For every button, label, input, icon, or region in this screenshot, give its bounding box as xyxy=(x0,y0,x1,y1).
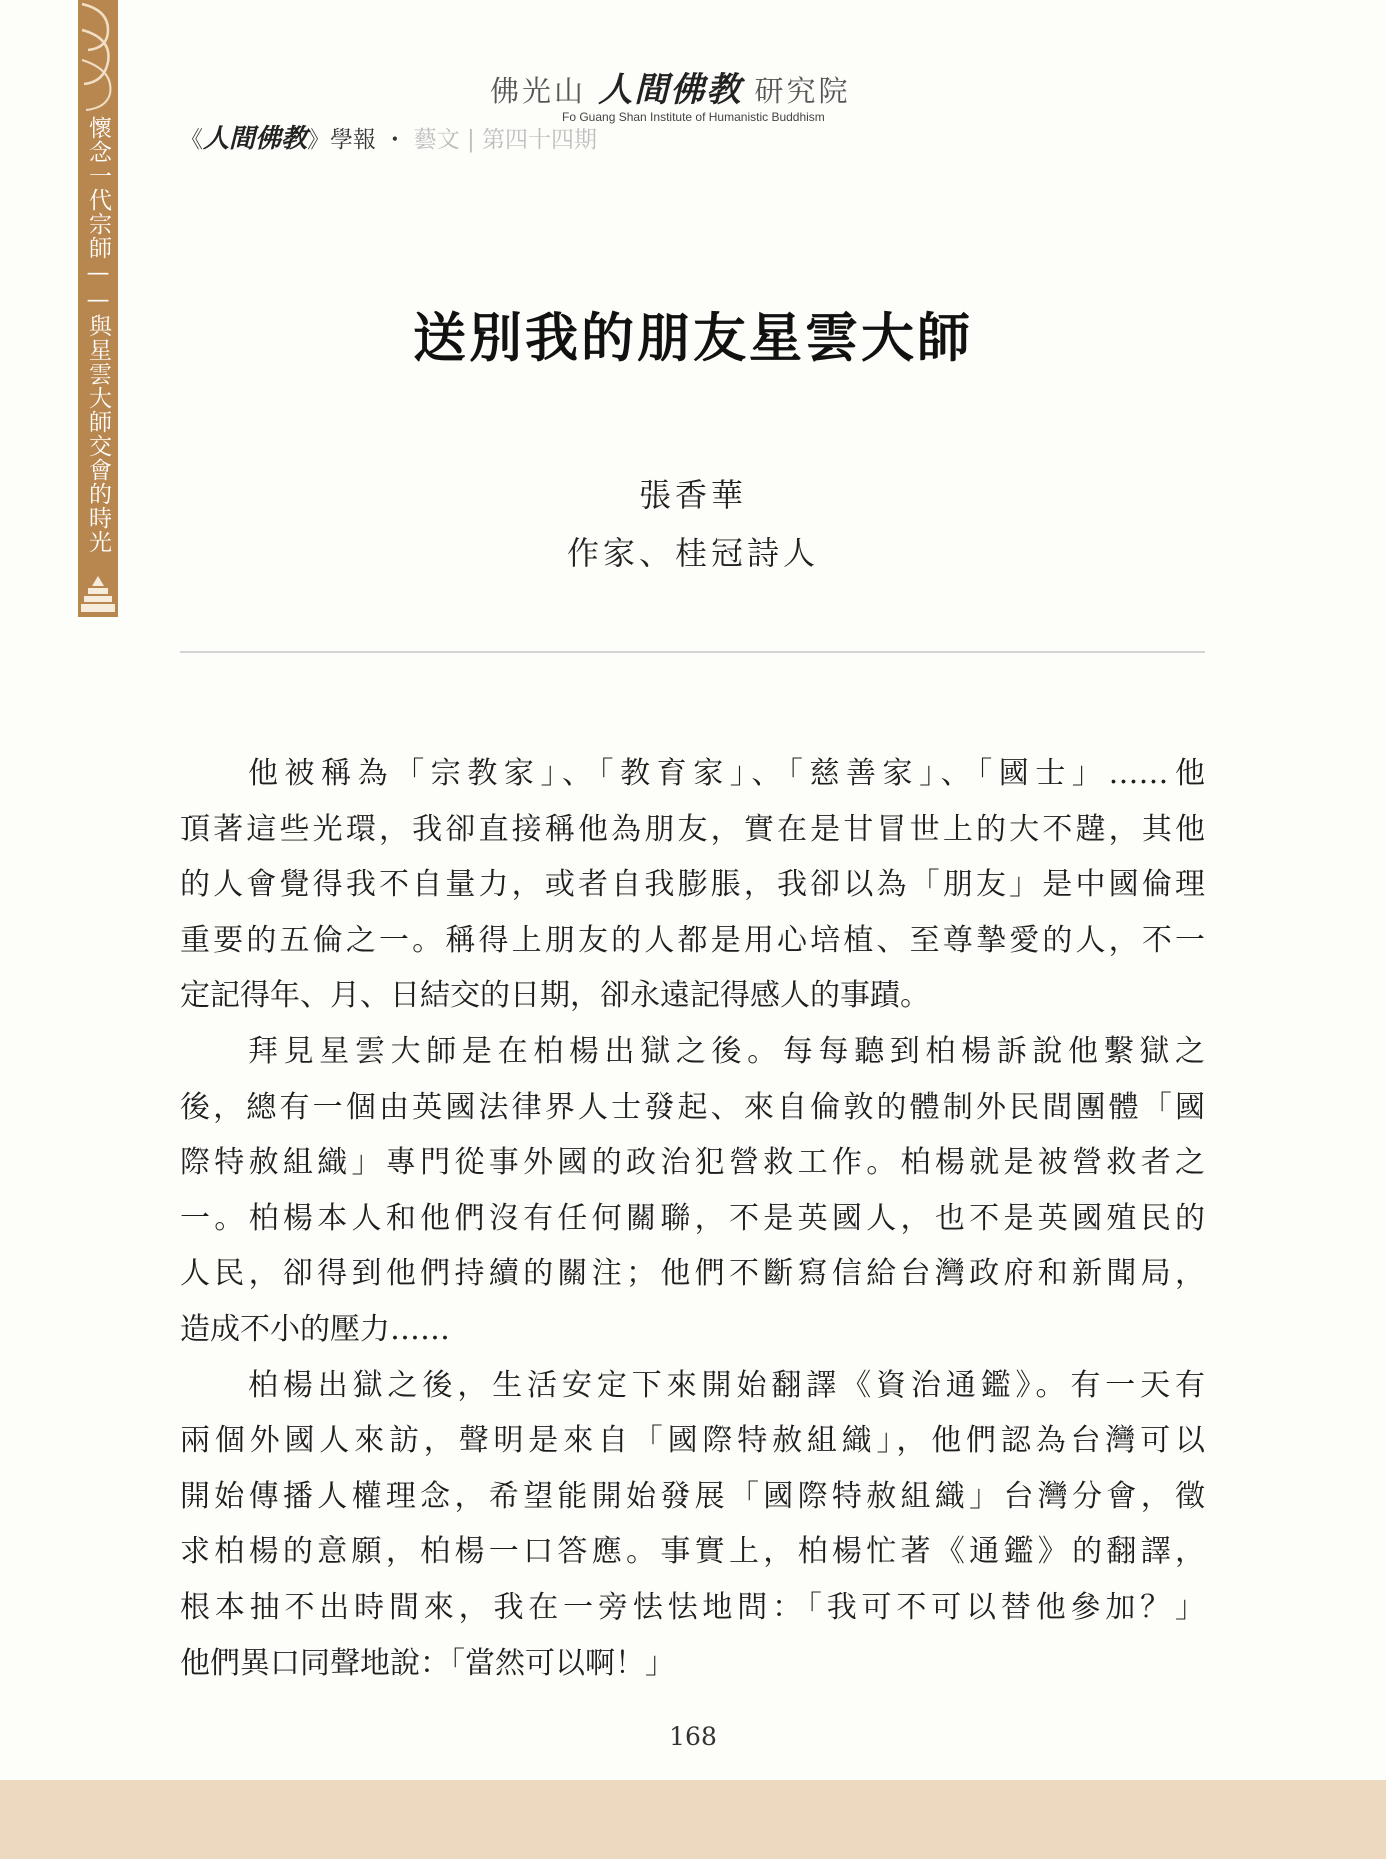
body-line: 開始傳播人權理念，希望能開始發展「國際特赦組織」台灣分會，徵 xyxy=(180,1478,1205,1514)
body-line: 重要的五倫之一。稱得上朋友的人都是用心培植、至尊摯愛的人，不一 xyxy=(180,922,1205,958)
author-affiliation: 作家、桂冠詩人 xyxy=(566,534,819,572)
body-line: 際特赦組織」專門從事外國的政治犯營救工作。柏楊就是被營救者之 xyxy=(180,1145,1205,1181)
page-number: 168 xyxy=(669,1722,717,1751)
journal-section: 藝文 xyxy=(413,127,460,153)
journal-name: 》學報 xyxy=(307,127,377,153)
journal-running-head xyxy=(180,118,597,155)
journal-brand: 人間佛教 xyxy=(203,124,308,154)
journal-issue: 第四十四期 xyxy=(482,127,598,153)
ribbon-series-title: 懷念一代宗師——與星雲大師交會的時光 xyxy=(85,116,111,554)
article-body xyxy=(180,746,1205,1691)
body-line: 柏楊出獄之後，生活安定下來開始翻譯《資治通鑑》。有一天有 xyxy=(248,1367,1205,1403)
body-line: 定記得年、月、日結交的日期，卻永遠記得感人的事蹟。 xyxy=(180,978,930,1014)
body-line: 造成不小的壓力…… xyxy=(180,1311,450,1347)
body-line: 他被稱為「宗教家」、「教育家」、「慈善家」、「國士」……他 xyxy=(248,756,1205,791)
institute-prefix: 佛光山 xyxy=(490,74,587,108)
body-line: 頂著這些光環，我卻直接稱他為朋友，實在是甘冒世上的大不韙，其他 xyxy=(180,811,1205,847)
institute-brand-logo: 人間佛教 xyxy=(598,70,743,110)
body-line: 一。柏楊本人和他們沒有任何關聯，不是英國人，也不是英國殖民的 xyxy=(180,1200,1205,1236)
body-line: 他們異口同聲地說：「當然可以啊！」 xyxy=(180,1645,675,1681)
body-line: 拜見星雲大師是在柏楊出獄之後。每每聽到柏楊訴說他繫獄之 xyxy=(248,1033,1205,1069)
journal-open-bracket: 《 xyxy=(180,127,203,153)
journal-dot: ・ xyxy=(383,127,407,153)
author-name: 張香華 xyxy=(638,476,747,514)
divider xyxy=(180,651,1205,653)
lotus-emblem-icon xyxy=(78,572,118,617)
body-line: 根本抽不出時間來，我在一旁怯怯地問：「我可不可以替他參加？」 xyxy=(180,1589,1205,1625)
footer-band xyxy=(0,1780,1386,1859)
body-line: 兩個外國人來訪，聲明是來自「國際特赦組織」，他們認為台灣可以 xyxy=(180,1423,1205,1459)
swirl-ornament-icon xyxy=(78,0,118,112)
institute-suffix: 研究院 xyxy=(754,74,851,108)
body-line: 後，總有一個由英國法律界人士發起、來自倫敦的體制外民間團體「國 xyxy=(180,1089,1205,1125)
body-line: 的人會覺得我不自量力，或者自我膨脹，我卻以為「朋友」是中國倫理 xyxy=(180,867,1205,903)
body-line: 求柏楊的意願，柏楊一口答應。事實上，柏楊忙著《通鑑》的翻譯， xyxy=(180,1534,1205,1570)
article-title: 送別我的朋友星雲大師 xyxy=(413,307,973,369)
institute-english-name: Fo Guang Shan Institute of Humanistic Buddhism xyxy=(562,110,825,124)
institute-name xyxy=(490,62,850,111)
body-line: 人民，卻得到他們持續的關注；他們不斷寫信給台灣政府和新聞局， xyxy=(180,1256,1205,1292)
journal-separator: | xyxy=(466,127,475,153)
